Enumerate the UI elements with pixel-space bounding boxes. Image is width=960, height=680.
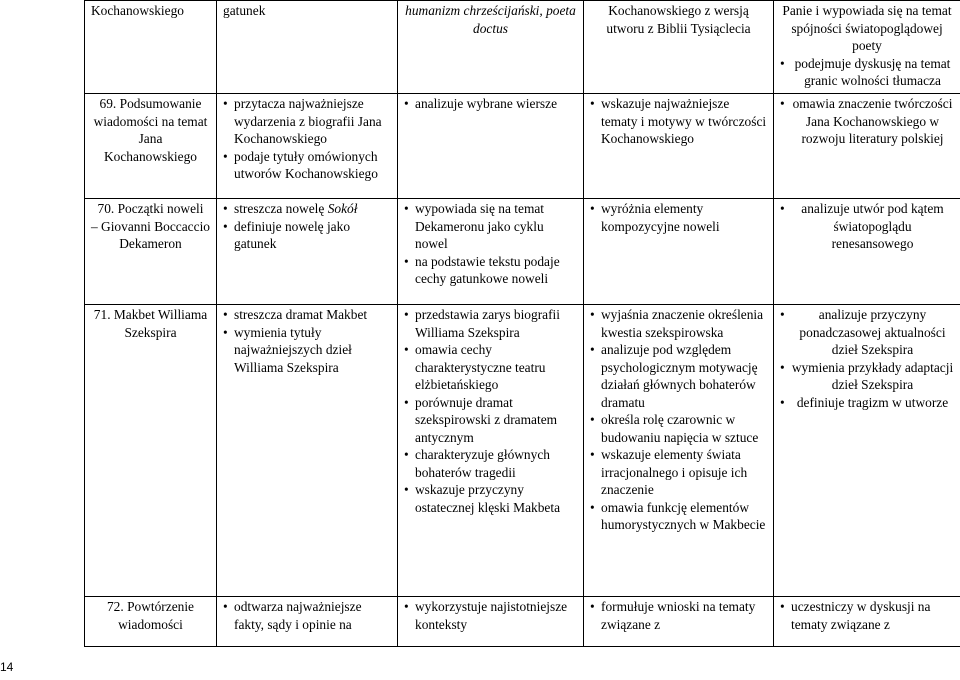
topic-cell: 71. Makbet Williama Szekspira: [85, 305, 217, 597]
list-item: • streszcza dramat Makbet: [223, 306, 391, 324]
table-row: [85, 305, 960, 597]
table-cell: [584, 199, 774, 305]
list-item: • uczestniczy w dyskusji na tematy związane z: [780, 598, 954, 633]
list-item: • definiuje nowelę jako gatunek: [223, 218, 391, 253]
table-cell: [774, 199, 960, 305]
list-item: • podejmuje dyskusję na temat granic wolności tłumacza: [780, 55, 954, 90]
list-item: • wyróżnia elementy kompozycyjne noweli: [590, 200, 767, 235]
list-item: • na podstawie tekstu podaje cechy gatunkowe noweli: [404, 253, 577, 288]
table-cell: gatunek: [217, 1, 398, 94]
list-item: • wymienia tytuły najważniejszych dzieł Williama Szekspira: [223, 324, 391, 377]
list-item: • przedstawia zarys biografii Williama Szekspira: [404, 306, 577, 341]
list-item: • formułuje wnioski na tematy związane z: [590, 598, 767, 633]
list-item: • wypowiada się na temat Dekameronu jako cyklu nowel: [404, 200, 577, 253]
topic-cell: [85, 199, 217, 305]
list-item: • analizuje przyczyny ponadczasowej aktualności dzieł Szekspira: [780, 306, 954, 359]
curriculum-table: [84, 0, 960, 647]
table-cell: [398, 199, 584, 305]
table-cell: [584, 305, 774, 597]
table-row: [85, 597, 960, 647]
table-cell: [584, 94, 774, 199]
list-item: • streszcza nowelę Sokół: [223, 200, 391, 218]
table-cell: [398, 94, 584, 199]
list-item: • wymienia przykłady adaptacji dzieł Szekspira: [780, 359, 954, 394]
cell-text: Panie i wypowiada się na temat spójności światopoglądowej poety: [782, 3, 952, 53]
table-row: [85, 94, 960, 199]
list-item: • definiuje tragizm w utworze: [780, 394, 954, 412]
table-cell: [774, 305, 960, 597]
topic-line: – Giovanni Boccaccio: [91, 218, 210, 234]
list-item: • porównuje dramat szekspirowski z dramatem antycznym: [404, 394, 577, 447]
list-item: • analizuje utwór pod kątem światopoglądu renesansowego: [780, 200, 954, 253]
table-cell: [217, 597, 398, 647]
table-cell: [774, 94, 960, 199]
topic-cell: 72. Powtórzenie wiadomości: [85, 597, 217, 647]
list-item: • przytacza najważniejsze wydarzenia z biografii Jana Kochanowskiego: [223, 95, 391, 148]
list-item: • odtwarza najważniejsze fakty, sądy i opinie na: [223, 598, 391, 633]
topic-cell: 69. Podsumowanie wiadomości na temat Jana Kochanowskiego: [85, 94, 217, 199]
topic-line: 70. Początki noweli: [97, 201, 204, 216]
list-item: • wykorzystuje najistotniejsze konteksty: [404, 598, 577, 633]
table-cell: [774, 1, 960, 94]
table-cell: humanizm chrześcijański, poeta doctus: [398, 1, 584, 94]
table-cell: [584, 597, 774, 647]
list-item: • charakteryzuje głównych bohaterów tragedii: [404, 446, 577, 481]
table-row: [85, 199, 960, 305]
page-number: 14: [0, 660, 14, 674]
table-cell: [398, 597, 584, 647]
list-item: • podaje tytuły omówionych utworów Kochanowskiego: [223, 148, 391, 183]
list-item: • wskazuje najważniejsze tematy i motywy w twórczości Kochanowskiego: [590, 95, 767, 148]
table-row: [85, 1, 960, 94]
list-item: • wskazuje elementy świata irracjonalnego i opisuje ich znaczenie: [590, 446, 767, 499]
list-item: • analizuje wybrane wiersze: [404, 95, 577, 113]
list-item: • wyjaśnia znaczenie określenia kwestia szekspirowska: [590, 306, 767, 341]
table-cell: Kochanowskiego: [85, 1, 217, 94]
list-item: • analizuje pod względem psychologicznym motywację działań głównych bohaterów dramatu: [590, 341, 767, 411]
table-cell: [217, 199, 398, 305]
list-item: • omawia znaczenie twórczości Jana Kochanowskiego w rozwoju literatury polskiej: [780, 95, 954, 148]
table-cell: [774, 597, 960, 647]
table-cell: [217, 305, 398, 597]
list-item: • omawia funkcję elementów humorystycznych w Makbecie: [590, 499, 767, 534]
list-item: • określa rolę czarownic w budowaniu napięcia w sztuce: [590, 411, 767, 446]
table-cell: [398, 305, 584, 597]
table-cell: Kochanowskiego z wersją utworu z Biblii Tysiąclecia: [584, 1, 774, 94]
topic-line: Dekameron: [119, 236, 182, 251]
list-item: • wskazuje przyczyny ostatecznej klęski Makbeta: [404, 481, 577, 516]
table-cell: [217, 94, 398, 199]
list-item: • omawia cechy charakterystyczne teatru elżbietańskiego: [404, 341, 577, 394]
